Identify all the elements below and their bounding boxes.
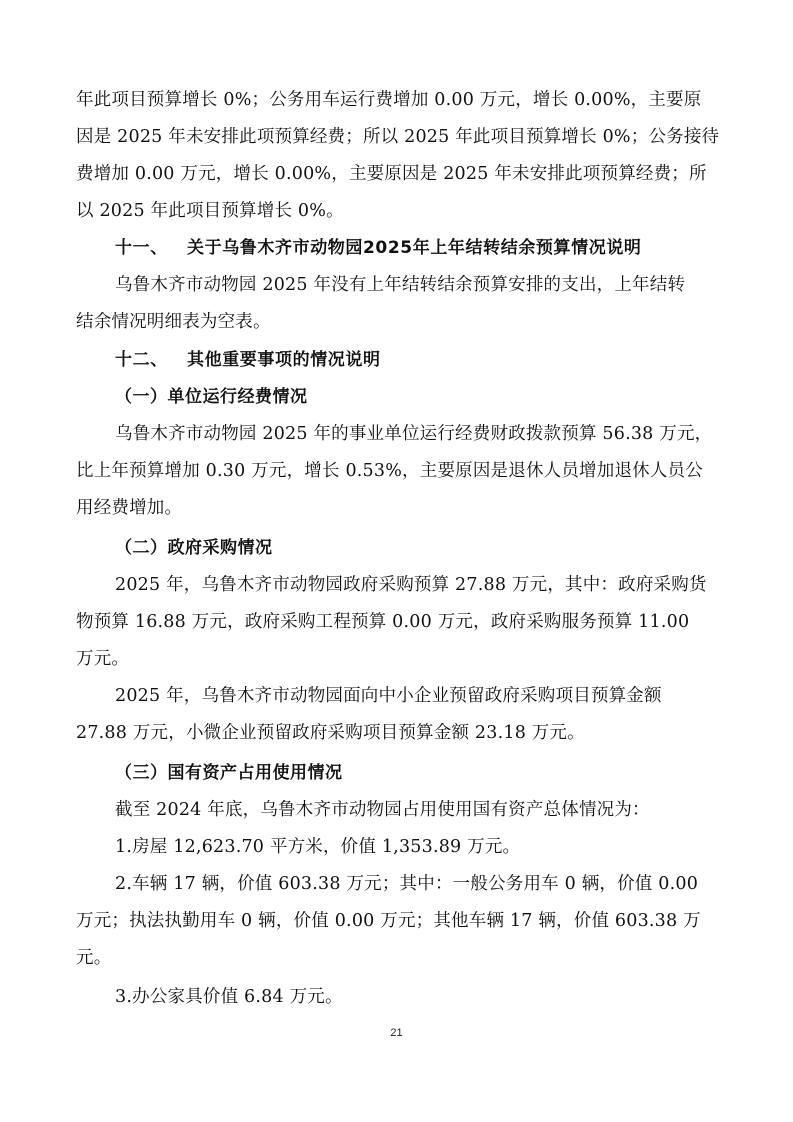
paragraph-line: 2025 年，乌鲁木齐市动物园政府采购预算 27.88 万元，其中：政府采购货 — [115, 575, 707, 595]
paragraph-line: 截至 2024 年底，乌鲁木齐市动物园占用使用国有资产总体情况为： — [115, 800, 650, 820]
paragraph-line: 年此项目预算增长 0%；公务用车运行费增加 0.00 万元，增长 0.00%，主要原 — [76, 90, 702, 110]
paragraph-line: 万元。 — [76, 649, 130, 669]
paragraph-line: 因是 2025 年未安排此项预算经费；所以 2025 年此项目预算增长 0%；公务接待 — [76, 127, 720, 147]
paragraph-line: 比上年预算增加 0.30 万元，增长 0.53%，主要原因是退休人员增加退休人员公 — [76, 461, 703, 481]
section-heading — [115, 348, 715, 372]
section-title: 关于乌鲁木齐市动物园2025年上年结转结余预算情况说明 — [187, 238, 642, 258]
subsection-heading: （二）政府采购情况 — [115, 538, 273, 558]
paragraph-line: 用经费增加。 — [76, 498, 183, 518]
section-title: 其他重要事项的情况说明 — [187, 350, 381, 370]
list-item: 1.房屋 12,623.70 平方米，价值 1,353.89 万元。 — [115, 837, 521, 857]
section-number: 十一、 — [115, 238, 168, 258]
list-item: 3.办公家具价值 6.84 万元。 — [115, 987, 343, 1007]
paragraph-line: 乌鲁木齐市动物园 2025 年没有上年结转结余预算安排的支出，上年结转 — [115, 275, 686, 295]
paragraph-line: 物预算 16.88 万元，政府采购工程预算 0.00 万元，政府采购服务预算 11.00 — [76, 612, 690, 632]
paragraph-line: 结余情况明细表为空表。 — [76, 312, 271, 332]
paragraph-line: 以 2025 年此项目预算增长 0%。 — [76, 201, 344, 221]
section-number: 十二、 — [115, 350, 168, 370]
subsection-heading: （三）国有资产占用使用情况 — [115, 763, 343, 783]
section-heading — [115, 236, 715, 260]
page-number: 21 — [390, 1027, 403, 1039]
paragraph-line: 27.88 万元，小微企业预留政府采购项目预算金额 23.18 万元。 — [76, 723, 585, 743]
paragraph-line: 2025 年，乌鲁木齐市动物园面向中小企业预留政府采购项目预算金额 — [115, 686, 662, 706]
paragraph-line: 费增加 0.00 万元，增长 0.00%，主要原因是 2025 年未安排此项预算经费；所 — [76, 164, 707, 184]
paragraph-line: 乌鲁木齐市动物园 2025 年的事业单位运行经费财政拨款预算 56.38 万元， — [115, 424, 713, 444]
paragraph-line: 元。 — [76, 948, 112, 968]
subsection-heading: （一）单位运行经费情况 — [115, 387, 308, 407]
list-item: 2.车辆 17 辆，价值 603.38 万元；其中：一般公务用车 0 辆，价值 0.00 — [115, 874, 699, 894]
paragraph-line: 万元；执法执勤用车 0 辆，价值 0.00 万元；其他车辆 17 辆，价值 603.38 万 — [76, 911, 701, 931]
